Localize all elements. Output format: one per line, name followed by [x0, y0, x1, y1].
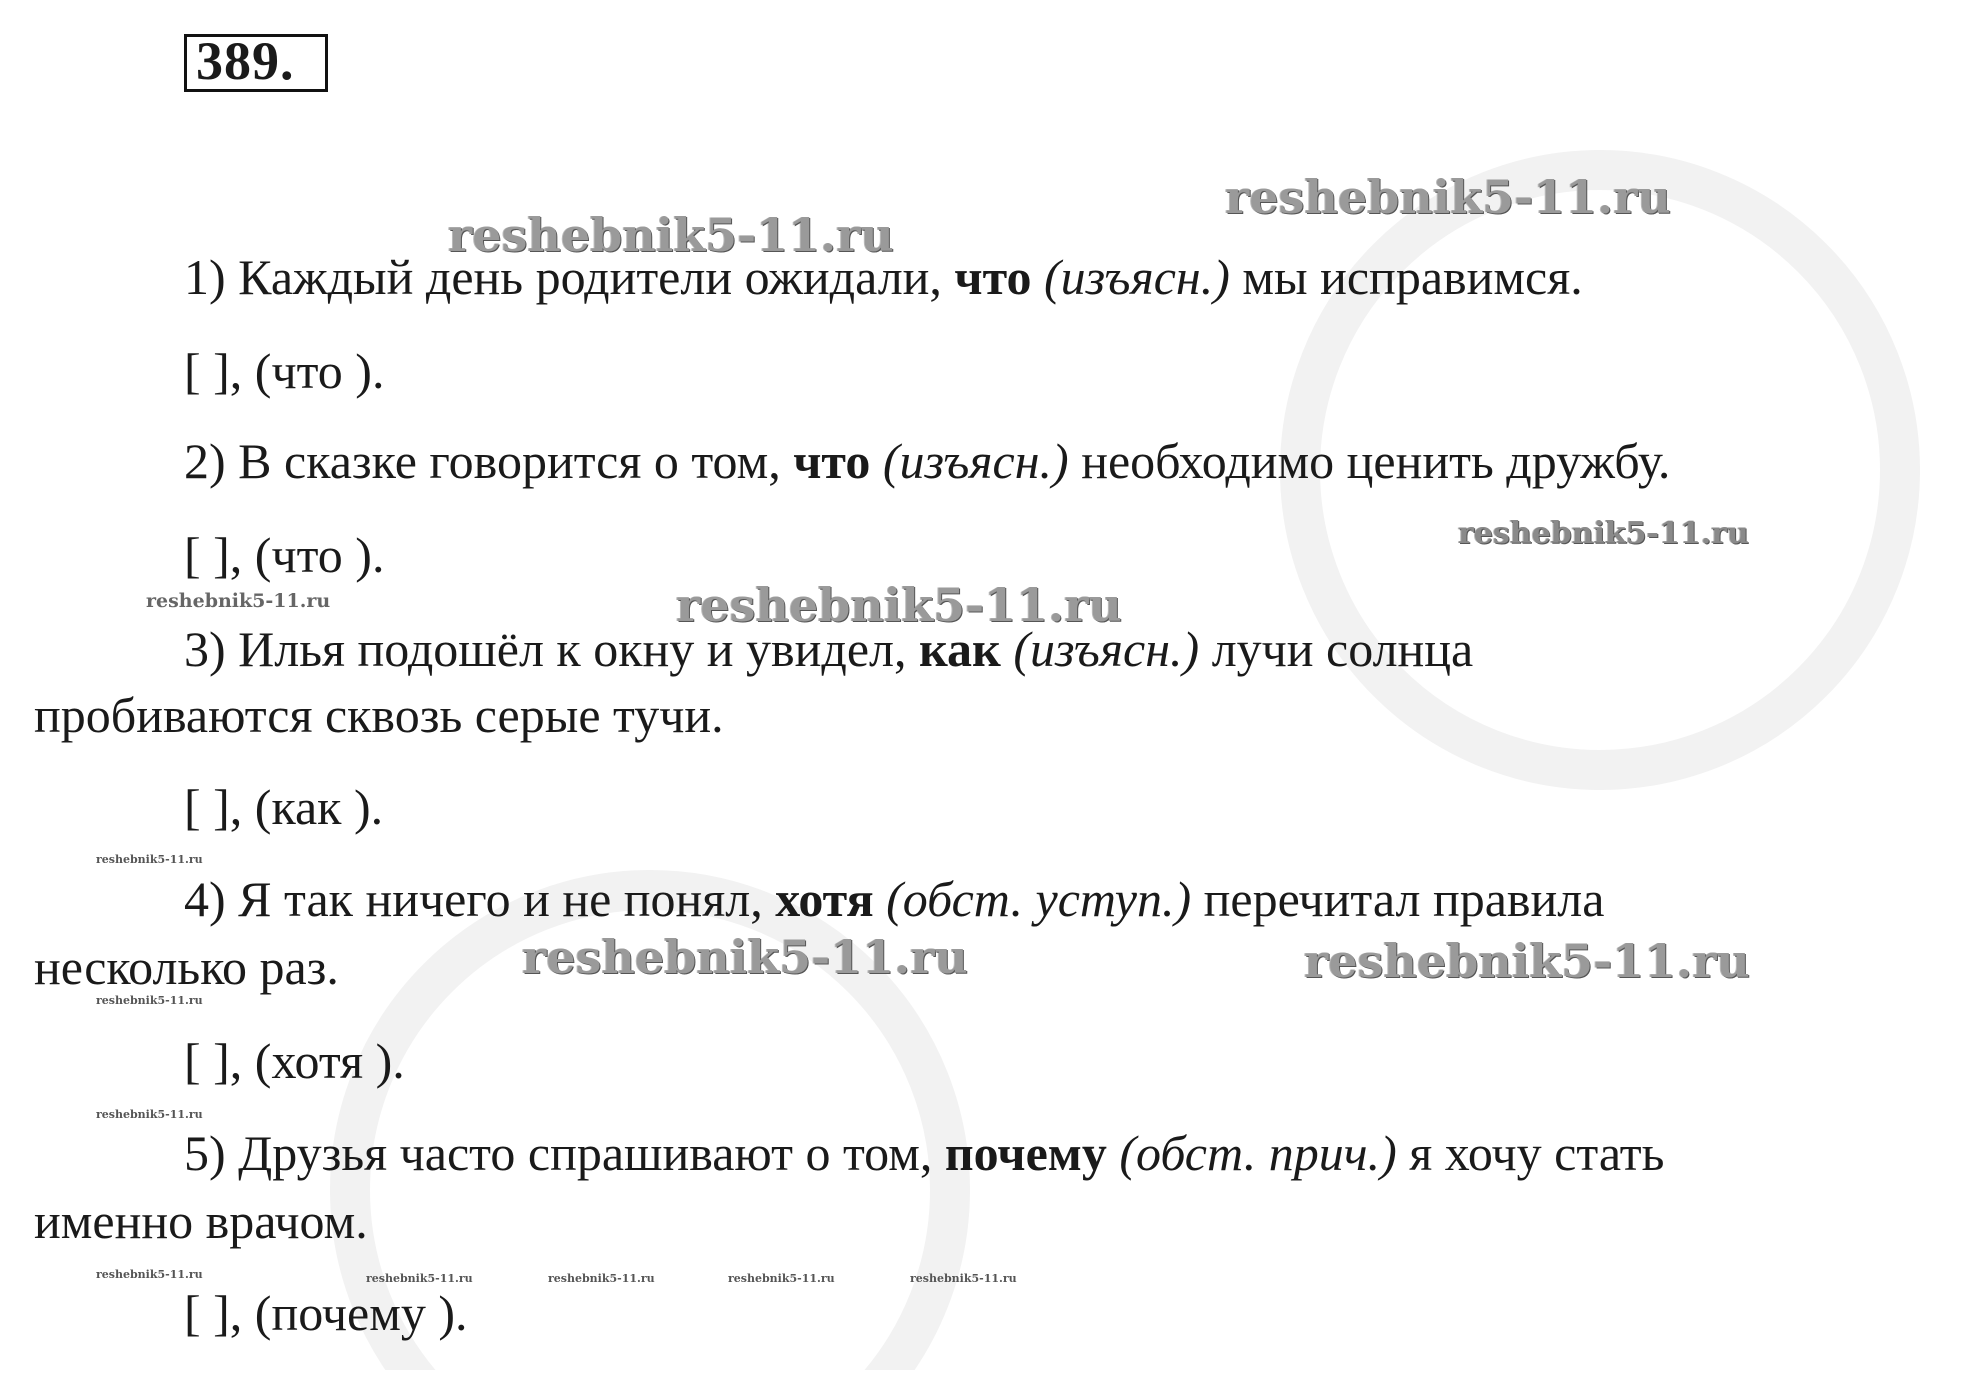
- watermark-text: reshebnik5-11.ru: [1304, 934, 1750, 988]
- sentence-3-text-before: Илья подошёл к окну и увидел,: [238, 621, 919, 677]
- sentence-4-continuation: несколько раз.: [34, 939, 339, 995]
- sentence-2: [184, 433, 1671, 489]
- scheme-4: [ ], (хотя ).: [184, 1033, 405, 1089]
- task-number-dot: .: [280, 31, 295, 91]
- scheme-1: [ ], (что ).: [184, 343, 385, 399]
- sentence-4: [184, 871, 1605, 927]
- sentence-5-number: 5): [184, 1125, 226, 1181]
- watermark-text: reshebnik5-11.ru: [146, 590, 331, 612]
- sentence-5-note: (обст. прич.): [1119, 1125, 1397, 1181]
- sentence-5-continuation: именно врачом.: [34, 1193, 368, 1249]
- watermark-text: reshebnik5-11.ru: [1225, 170, 1671, 224]
- sentence-1-note: (изъясн.): [1044, 249, 1230, 305]
- sentence-1-text-before: Каждый день родители ожидали,: [238, 249, 955, 305]
- watermark-text: reshebnik5-11.ru: [728, 1272, 835, 1285]
- watermark-text: reshebnik5-11.ru: [96, 1108, 203, 1121]
- watermark-text: reshebnik5-11.ru: [96, 1268, 203, 1281]
- task-number: [196, 30, 295, 92]
- sentence-5: [184, 1125, 1665, 1181]
- watermark-text: reshebnik5-11.ru: [96, 853, 203, 866]
- sentence-2-conjunction: что: [793, 433, 871, 489]
- background-watermark: [300, 140, 1950, 1370]
- sentence-5-text-after: я хочу стать: [1396, 1125, 1665, 1181]
- sentence-5-text-before: Друзья часто спрашивают о том,: [238, 1125, 945, 1181]
- task-number-value: 389: [196, 31, 280, 91]
- sentence-4-number: 4): [184, 871, 226, 927]
- scheme-5: [ ], (почему ).: [184, 1285, 468, 1341]
- sentence-2-text-before: В сказке говорится о том,: [238, 433, 794, 489]
- watermark-text: reshebnik5-11.ru: [1458, 516, 1749, 551]
- sentence-2-note: (изъясн.): [882, 433, 1069, 489]
- scheme-2: [ ], (что ).: [184, 527, 385, 583]
- sentence-2-number: 2): [184, 433, 226, 489]
- sentence-5-conjunction: почему: [944, 1125, 1107, 1181]
- scheme-3: [ ], (как ).: [184, 779, 384, 835]
- sentence-3-conjunction: как: [918, 621, 1001, 677]
- sentence-4-text-before: Я так ничего и не понял,: [238, 871, 776, 927]
- sentence-3-continuation: пробиваются сквозь серые тучи.: [34, 687, 724, 743]
- sentence-1-number: 1): [184, 249, 226, 305]
- watermark-text: reshebnik5-11.ru: [910, 1272, 1017, 1285]
- sentence-3-number: 3): [184, 621, 226, 677]
- watermark-text: reshebnik5-11.ru: [448, 208, 894, 262]
- sentence-2-text-after: необходимо ценить дружбу.: [1068, 433, 1671, 489]
- sentence-1-text-after: мы исправимся.: [1229, 249, 1583, 305]
- sentence-3-text-after: лучи солнца: [1199, 621, 1474, 677]
- watermark-text: reshebnik5-11.ru: [548, 1272, 655, 1285]
- sentence-4-conjunction: хотя: [775, 871, 874, 927]
- watermark-text: reshebnik5-11.ru: [522, 930, 968, 984]
- watermark-text: reshebnik5-11.ru: [366, 1272, 473, 1285]
- sentence-3-note: (изъясн.): [1013, 621, 1200, 677]
- sentence-1-conjunction: что: [954, 249, 1032, 305]
- sentence-4-note: (обст. уступ.): [886, 871, 1192, 927]
- sentence-4-text-after: перечитал правила: [1191, 871, 1605, 927]
- watermark-text: reshebnik5-11.ru: [676, 578, 1122, 632]
- watermark-text: reshebnik5-11.ru: [96, 994, 203, 1007]
